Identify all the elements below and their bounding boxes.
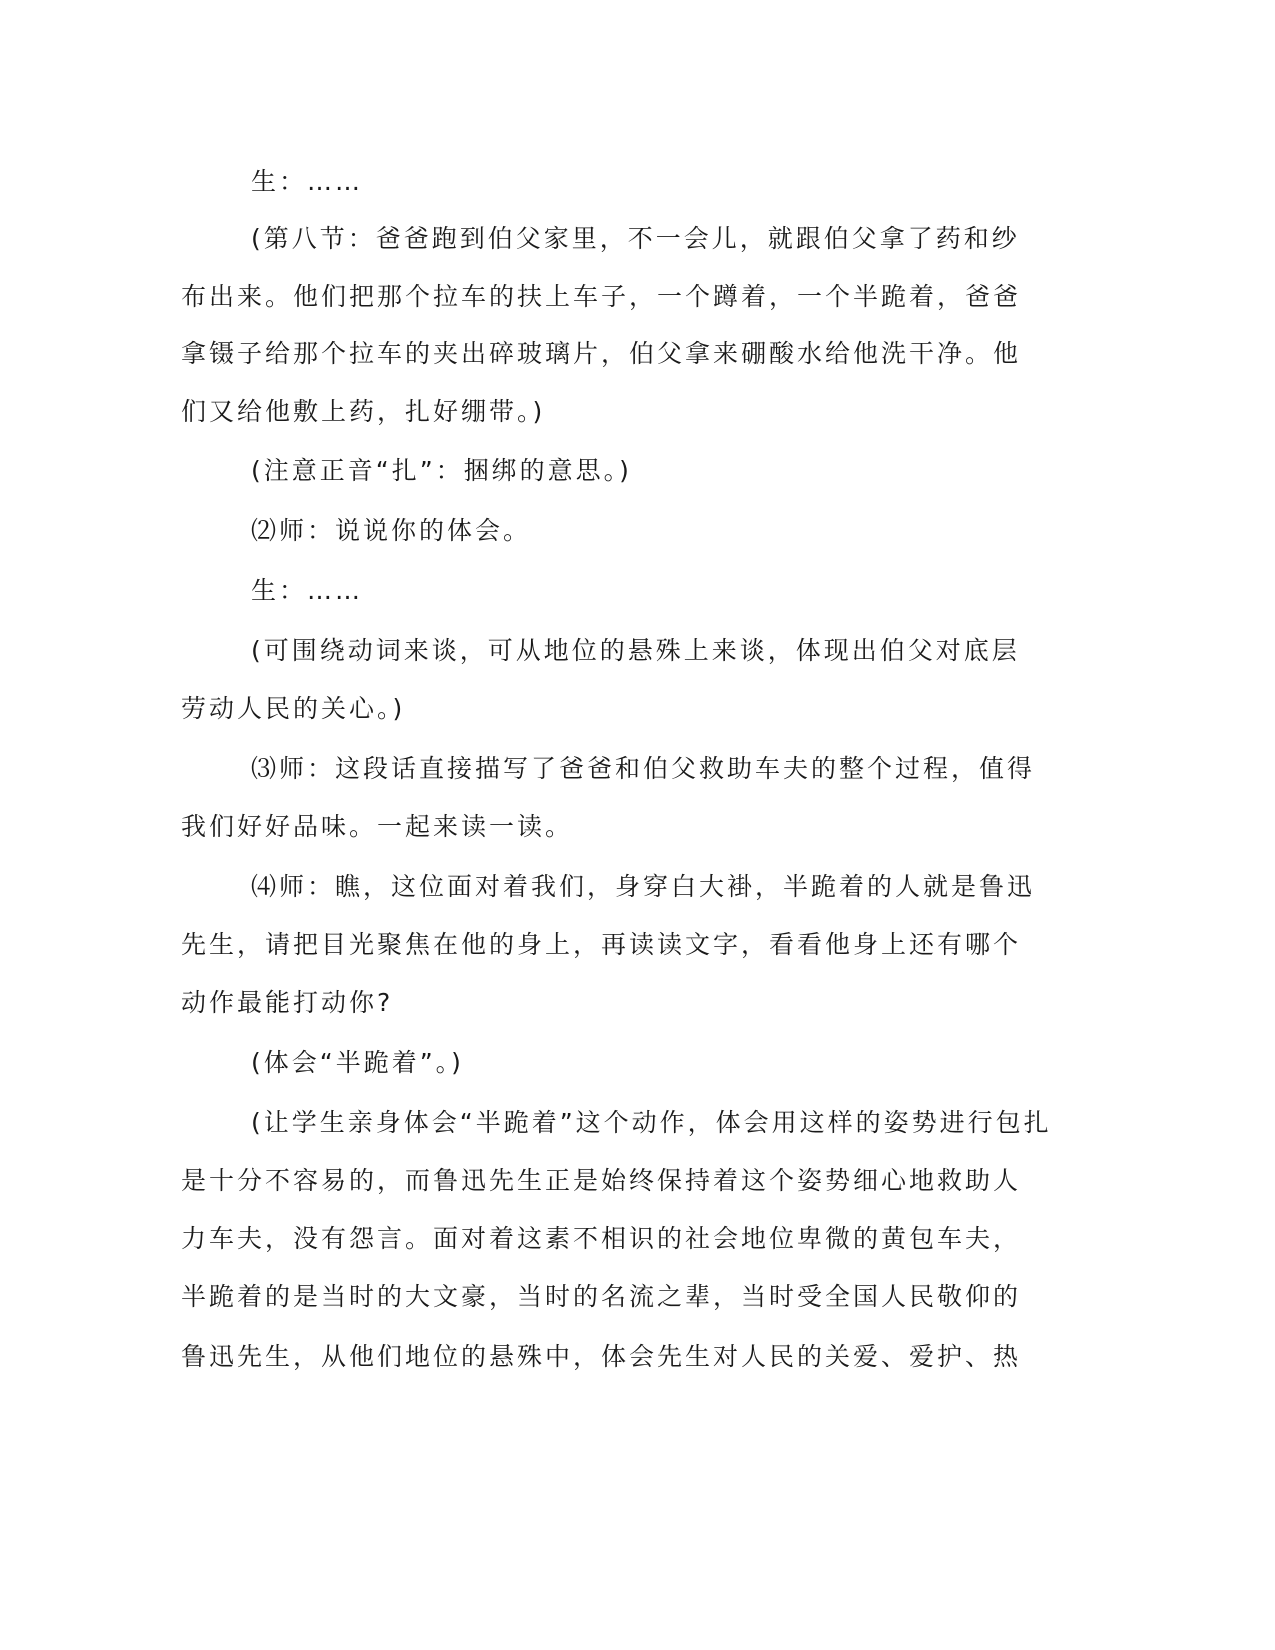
analysis-line-2: 是十分不容易的，而鲁迅先生正是始终保持着这个姿势细心地救助人: [181, 1166, 1022, 1195]
teacher-prompt-3-line-2: 我们好好品味。一起来读一读。: [181, 812, 574, 841]
experience-note: (体会“半跪着”。): [251, 1048, 464, 1077]
teacher-prompt-3-line-1: ⑶师：这段话直接描写了爸爸和伯父救助车夫的整个过程，值得: [251, 754, 1036, 783]
teacher-prompt-4-line-2: 先生，请把目光聚焦在他的身上，再读读文字，看看他身上还有哪个: [181, 930, 1022, 959]
analysis-line-1: (让学生亲身体会“半跪着”这个动作，体会用这样的姿势进行包扎: [251, 1108, 1052, 1137]
teacher-prompt-2: ⑵师：说说你的体会。: [251, 516, 532, 545]
section-eight-quote-line-4: 们又给他敷上药，扎好绷带。): [181, 397, 546, 426]
analysis-line-5: 鲁迅先生，从他们地位的悬殊中，体会先生对人民的关爱、爱护、热: [181, 1342, 1022, 1371]
section-eight-quote-line-3: 拿镊子给那个拉车的夹出碎玻璃片，伯父拿来硼酸水给他洗干净。他: [181, 339, 1022, 368]
section-eight-quote-line-2: 布出来。他们把那个拉车的扶上车子，一个蹲着，一个半跪着，爸爸: [181, 282, 1022, 311]
pronunciation-note: (注意正音“扎”：捆绑的意思。): [251, 456, 632, 485]
student-response-2: 生：……: [251, 576, 364, 605]
teacher-prompt-4-line-3: 动作最能打动你?: [181, 988, 394, 1017]
teacher-prompt-4-line-1: ⑷师：瞧，这位面对着我们，身穿白大褂，半跪着的人就是鲁迅: [251, 872, 1036, 901]
student-response-1: 生：……: [251, 167, 364, 196]
section-eight-quote-line-1: (第八节：爸爸跑到伯父家里，不一会儿，就跟伯父拿了药和纱: [251, 224, 1020, 253]
guidance-note-line-2: 劳动人民的关心。): [181, 694, 406, 723]
guidance-note-line-1: (可围绕动词来谈，可从地位的悬殊上来谈，体现出伯父对底层: [251, 636, 1020, 665]
analysis-line-4: 半跪着的是当时的大文豪，当时的名流之辈，当时受全国人民敬仰的: [181, 1282, 1022, 1311]
analysis-line-3: 力车夫，没有怨言。面对着这素不相识的社会地位卑微的黄包车夫，: [181, 1224, 1022, 1253]
